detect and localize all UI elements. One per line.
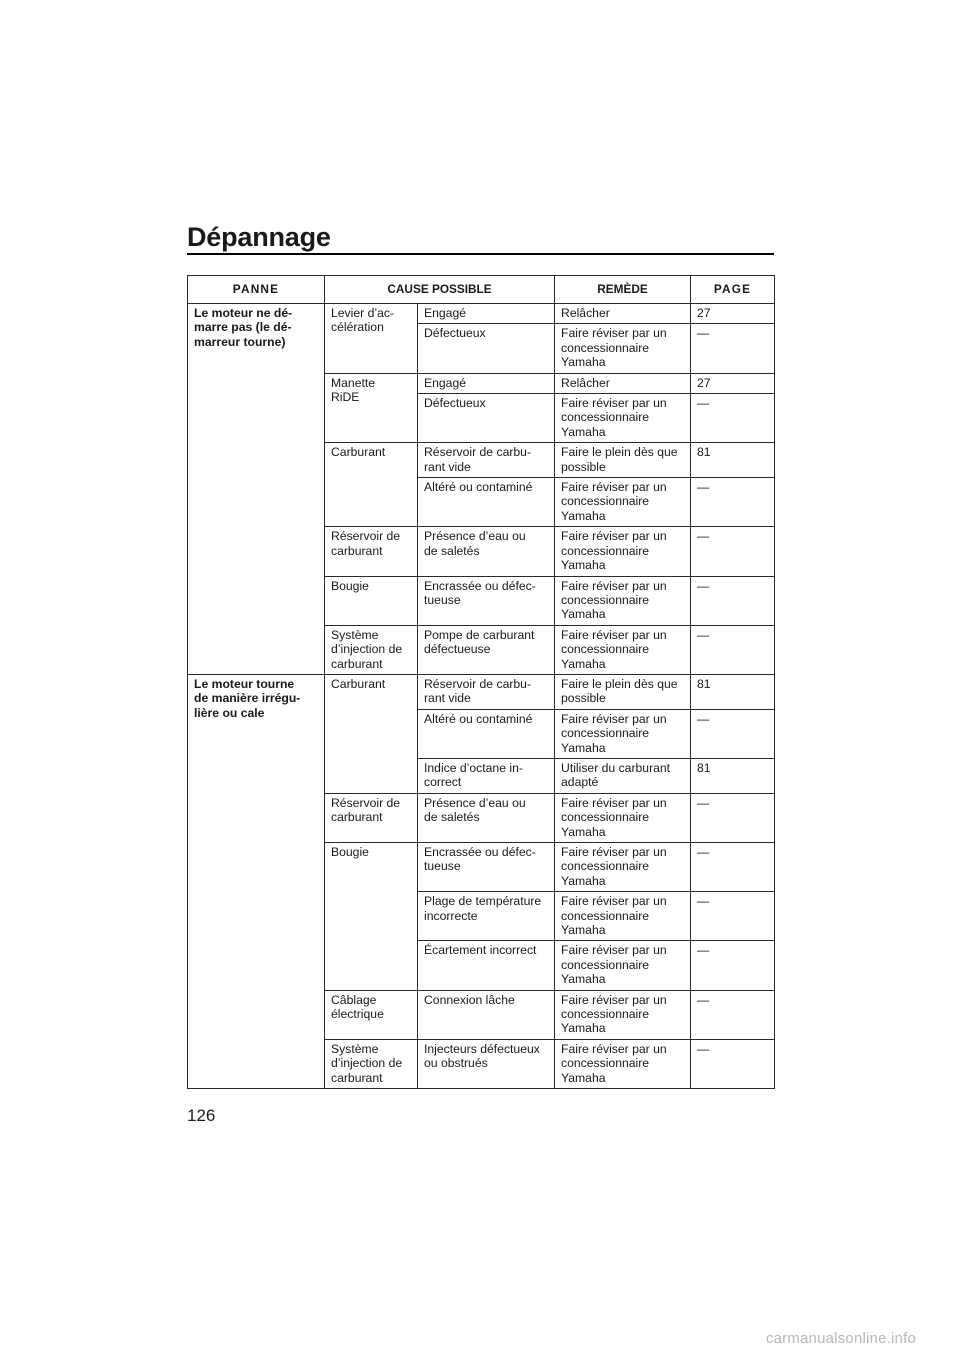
remede-cell: Faire réviser par un concessionnaire Yamaha [555,478,691,527]
cause-cell: Bougie [325,576,418,625]
cause-detail-cell: Présence d’eau ou de saletés [418,527,555,576]
remede-cell: Faire le plein dès que possible [555,443,691,478]
cause-detail-cell: Connexion lâche [418,990,555,1039]
page-ref-cell: — [691,990,775,1039]
header-page: PAGE [691,276,775,304]
cause-cell: Réservoir de carburant [325,793,418,842]
watermark: carmanualsonline.info [765,1330,916,1347]
remede-cell: Faire réviser par un concessionnaire Yamaha [555,709,691,758]
remede-cell: Faire réviser par un concessionnaire Yamaha [555,576,691,625]
page-ref-cell: — [691,892,775,941]
title-rule [187,253,774,255]
page-ref-cell: — [691,793,775,842]
remede-cell: Faire réviser par un concessionnaire Yamaha [555,324,691,373]
table-row [188,674,775,709]
cause-detail-cell: Encrassée ou défec- tueuse [418,576,555,625]
cause-detail-cell: Engagé [418,304,555,324]
cause-cell: Carburant [325,674,418,793]
cause-detail-cell: Encrassée ou défec- tueuse [418,843,555,892]
cause-cell: Réservoir de carburant [325,527,418,576]
cause-cell: Bougie [325,843,418,991]
panne-cell: Le moteur ne dé- marre pas (le dé- marreur tourne) [188,304,325,675]
page-ref-cell: — [691,843,775,892]
page-title: Dépannage [187,222,331,252]
header-remede: REMÈDE [555,276,691,304]
page-ref-cell: — [691,709,775,758]
page-number: 126 [187,1106,216,1125]
page-ref-cell: 81 [691,674,775,709]
page-ref-cell: — [691,1039,775,1088]
page-ref-cell: — [691,527,775,576]
cause-detail-cell: Injecteurs défectueux ou obstrués [418,1039,555,1088]
remede-cell: Faire le plein dès que possible [555,674,691,709]
cause-cell: Système d’injection de carburant [325,625,418,674]
page-ref-cell: 81 [691,758,775,793]
page-ref-cell: — [691,324,775,373]
remede-cell: Faire réviser par un concessionnaire Yamaha [555,892,691,941]
page-ref-cell: 27 [691,373,775,393]
cause-detail-cell: Plage de température incorrecte [418,892,555,941]
cause-detail-cell: Défectueux [418,394,555,443]
cause-cell: Manette RiDE [325,373,418,443]
remede-cell: Relâcher [555,373,691,393]
remede-cell: Relâcher [555,304,691,324]
table-header-row [188,276,775,304]
page-ref-cell: 81 [691,443,775,478]
cause-cell: Levier d’ac- célération [325,304,418,374]
cause-cell: Carburant [325,443,418,527]
cause-detail-cell: Réservoir de carbu- rant vide [418,443,555,478]
cause-detail-cell: Indice d’octane in- correct [418,758,555,793]
header-panne: PANNE [188,276,325,304]
remede-cell: Utiliser du carburant adapté [555,758,691,793]
page-ref-cell: — [691,941,775,990]
remede-cell: Faire réviser par un concessionnaire Yamaha [555,1039,691,1088]
cause-detail-cell: Altéré ou contaminé [418,478,555,527]
page-ref-cell: 27 [691,304,775,324]
page-ref-cell: — [691,576,775,625]
cause-detail-cell: Altéré ou contaminé [418,709,555,758]
panne-cell: Le moteur tourne de manière irrégu- lière ou cale [188,674,325,1088]
remede-cell: Faire réviser par un concessionnaire Yamaha [555,527,691,576]
page-ref-cell: — [691,625,775,674]
remede-cell: Faire réviser par un concessionnaire Yamaha [555,394,691,443]
remede-cell: Faire réviser par un concessionnaire Yamaha [555,990,691,1039]
table-body [188,304,775,1089]
table-row [188,304,775,324]
cause-cell: Câblage électrique [325,990,418,1039]
cause-cell: Système d’injection de carburant [325,1039,418,1088]
cause-detail-cell: Réservoir de carbu- rant vide [418,674,555,709]
remede-cell: Faire réviser par un concessionnaire Yamaha [555,843,691,892]
page-ref-cell: — [691,478,775,527]
cause-detail-cell: Engagé [418,373,555,393]
remede-cell: Faire réviser par un concessionnaire Yamaha [555,625,691,674]
cause-detail-cell: Pompe de carburant défectueuse [418,625,555,674]
page-ref-cell: — [691,394,775,443]
header-cause-possible: CAUSE POSSIBLE [325,276,555,304]
cause-detail-cell: Présence d’eau ou de saletés [418,793,555,842]
cause-detail-cell: Écartement incorrect [418,941,555,990]
troubleshooting-table [187,275,775,1089]
remede-cell: Faire réviser par un concessionnaire Yamaha [555,941,691,990]
remede-cell: Faire réviser par un concessionnaire Yamaha [555,793,691,842]
cause-detail-cell: Défectueux [418,324,555,373]
